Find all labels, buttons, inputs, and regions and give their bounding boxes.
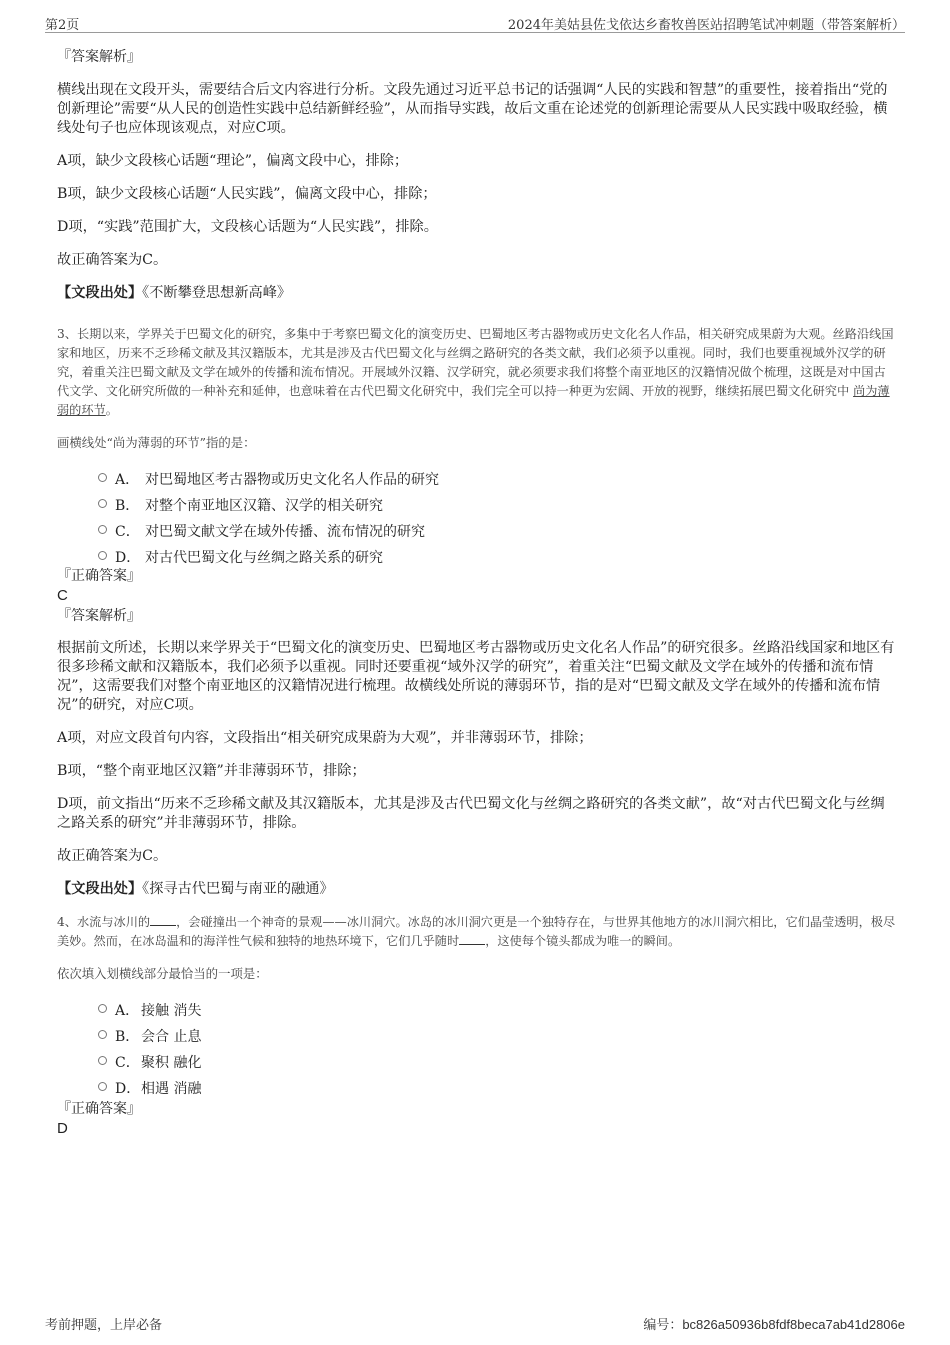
radio-button[interactable] xyxy=(98,551,107,560)
blank-1 xyxy=(150,913,176,926)
analysis-label: 『答案解析』 xyxy=(57,49,141,65)
document-title: 2024年美姑县佐戈依达乡畜牧兽医站招聘笔试冲刺题（带答案解析） xyxy=(507,18,905,33)
answer-label: 『正确答案』 xyxy=(57,1101,141,1117)
main-content xyxy=(57,40,897,1139)
document-code-value: bc826a50936b8fdf8beca7ab41d2806e xyxy=(682,1317,905,1332)
option-c[interactable]: C． 对巴蜀文献文学在域外传播、流布情况的研究 xyxy=(57,518,897,544)
analysis-item-a: A项，缺少文段核心话题“理论”，偏离文段中心，排除； xyxy=(57,153,409,169)
option-b[interactable]: B． 对整个南亚地区汉籍、汉学的相关研究 xyxy=(57,492,897,518)
radio-button[interactable] xyxy=(98,499,107,508)
question-stem: 3、长期以来，学界关于巴蜀文化的研究，多集中于考察巴蜀文化的演变历史、巴蜀地区考古器物或历史文化名人作品，相关研究成果蔚为大观。丝路沿线国家和地区，历来不乏珍稀文献及其汉籍版本，尤其是涉及古代巴蜀文化与丝绸之路研究的各类文献，我们必须予以重视。同时，我们也要重视域外汉学的研究，着重关注巴蜀文献及文学在域外的传播和流布情况。开展域外汉籍、汉学研究，就必须要求我们将整个南亚地区的汉籍情况做个梳理，这既是对中国古代文学、文化研究所做的一种补充和延伸，也意味着在古代巴蜀文化研究中，我们完全可以持一种更为宏阔、开放的视野，继续拓展巴蜀文化研究中 尚为薄弱的环节。 xyxy=(57,327,894,417)
analysis-conclusion: 故正确答案为C。 xyxy=(57,848,168,864)
correct-answer: D xyxy=(57,1120,68,1137)
source-title: 《探寻古代巴蜀与南亚的融通》 xyxy=(142,881,334,897)
source-label: 【文段出处】 xyxy=(57,881,143,897)
analysis-paragraph: 根据前文所述，长期以来学界关于“巴蜀文化的演变历史、巴蜀地区考古器物或历史文化名人作品”的研究很多。丝路沿线国家和地区有很多珍稀文献和汉籍版本，我们必须予以重视。同时还要重视“域外汉学的研究”，着重关注“巴蜀文献及文学在域外的传播和流布情况”，这需要我们对整个南亚地区的汉籍情况进行梳理。故横线处所说的薄弱环节，指的是对“巴蜀文献及文学在域外的传播和流布情况”的研究，对应C项。 xyxy=(57,640,895,713)
document-code: 编号：bc826a50936b8fdf8beca7ab41d2806e xyxy=(643,1317,905,1333)
question-3 xyxy=(57,325,897,899)
analysis-item-d: D项，“实践”范围扩大，文段核心话题为“人民实践”，排除。 xyxy=(57,219,438,235)
radio-button[interactable] xyxy=(98,1004,107,1013)
radio-button[interactable] xyxy=(98,1082,107,1091)
option-a[interactable]: A． 接触 消失 xyxy=(57,997,897,1023)
analysis-label: 『答案解析』 xyxy=(57,608,141,624)
analysis-paragraph: 横线出现在文段开头，需要结合后文内容进行分析。文段先通过习近平总书记的话强调“人民的实践和智慧”的重要性，接着指出“党的创新理论”需要“从人民的创造性实践中总结新鲜经验”，从而指导实践，故后文重在论述党的创新理论需要从人民实践中吸取经验，横线处句子也应体现该观点，对应C项。 xyxy=(57,82,888,136)
analysis-item-b: B项，“整个南亚地区汉籍”并非薄弱环节，排除； xyxy=(57,763,366,779)
question-stem: 4、水流与冰川的 ，会碰撞出一个神奇的景观——冰川洞穴。冰岛的冰川洞穴更是一个独特存在，与世界其他地方的冰川洞穴相比，它们晶莹透明，极尽美妙。然而，在冰岛温和的海洋性气候和独特的地热环境下，它们几乎随时 ，这使每个镜头都成为唯一的瞬间。 xyxy=(57,915,896,948)
source-title: 《不断攀登思想新高峰》 xyxy=(142,285,292,301)
correct-answer: C xyxy=(57,587,68,604)
page-number: 第2页 xyxy=(45,18,80,33)
source-line xyxy=(57,284,897,303)
analysis-item-d: D项，前文指出“历来不乏珍稀文献及其汉籍版本，尤其是涉及古代巴蜀文化与丝绸之路研究的各类文献”，故“对古代巴蜀文化与丝绸之路关系的研究”并非薄弱环节，排除。 xyxy=(57,796,885,831)
radio-button[interactable] xyxy=(98,525,107,534)
question-prompt: 画横线处“尚为薄弱的环节”指的是： xyxy=(57,435,256,450)
source-label: 【文段出处】 xyxy=(57,285,143,301)
option-b[interactable]: B． 会合 止息 xyxy=(57,1023,897,1049)
footer-slogan: 考前押题，上岸必备 xyxy=(45,1318,163,1333)
q2-analysis xyxy=(57,47,897,303)
option-d[interactable]: D． 相遇 消融 xyxy=(57,1075,897,1101)
page-header xyxy=(45,12,905,33)
analysis-conclusion: 故正确答案为C。 xyxy=(57,252,168,268)
radio-button[interactable] xyxy=(98,473,107,482)
underlined-phrase: 尚为薄弱的环节 xyxy=(57,384,890,417)
analysis-item-b: B项，缺少文段核心话题“人民实践”，偏离文段中心，排除； xyxy=(57,186,437,202)
blank-2 xyxy=(459,932,485,945)
option-d[interactable]: D． 对古代巴蜀文化与丝绸之路关系的研究 xyxy=(57,544,897,570)
question-4 xyxy=(57,913,897,1139)
radio-button[interactable] xyxy=(98,1056,107,1065)
answer-label: 『正确答案』 xyxy=(57,568,141,584)
option-c[interactable]: C． 聚积 融化 xyxy=(57,1049,897,1075)
source-line xyxy=(57,880,897,899)
options-list xyxy=(57,997,897,1101)
page-footer xyxy=(45,1310,905,1332)
options-list xyxy=(57,466,897,570)
question-prompt: 依次填入划横线部分最恰当的一项是： xyxy=(57,966,268,981)
option-a[interactable]: A． 对巴蜀地区考古器物或历史文化名人作品的研究 xyxy=(57,466,897,492)
analysis-item-a: A项，对应文段首句内容，文段指出“相关研究成果蔚为大观”，并非薄弱环节，排除； xyxy=(57,730,593,746)
radio-button[interactable] xyxy=(98,1030,107,1039)
